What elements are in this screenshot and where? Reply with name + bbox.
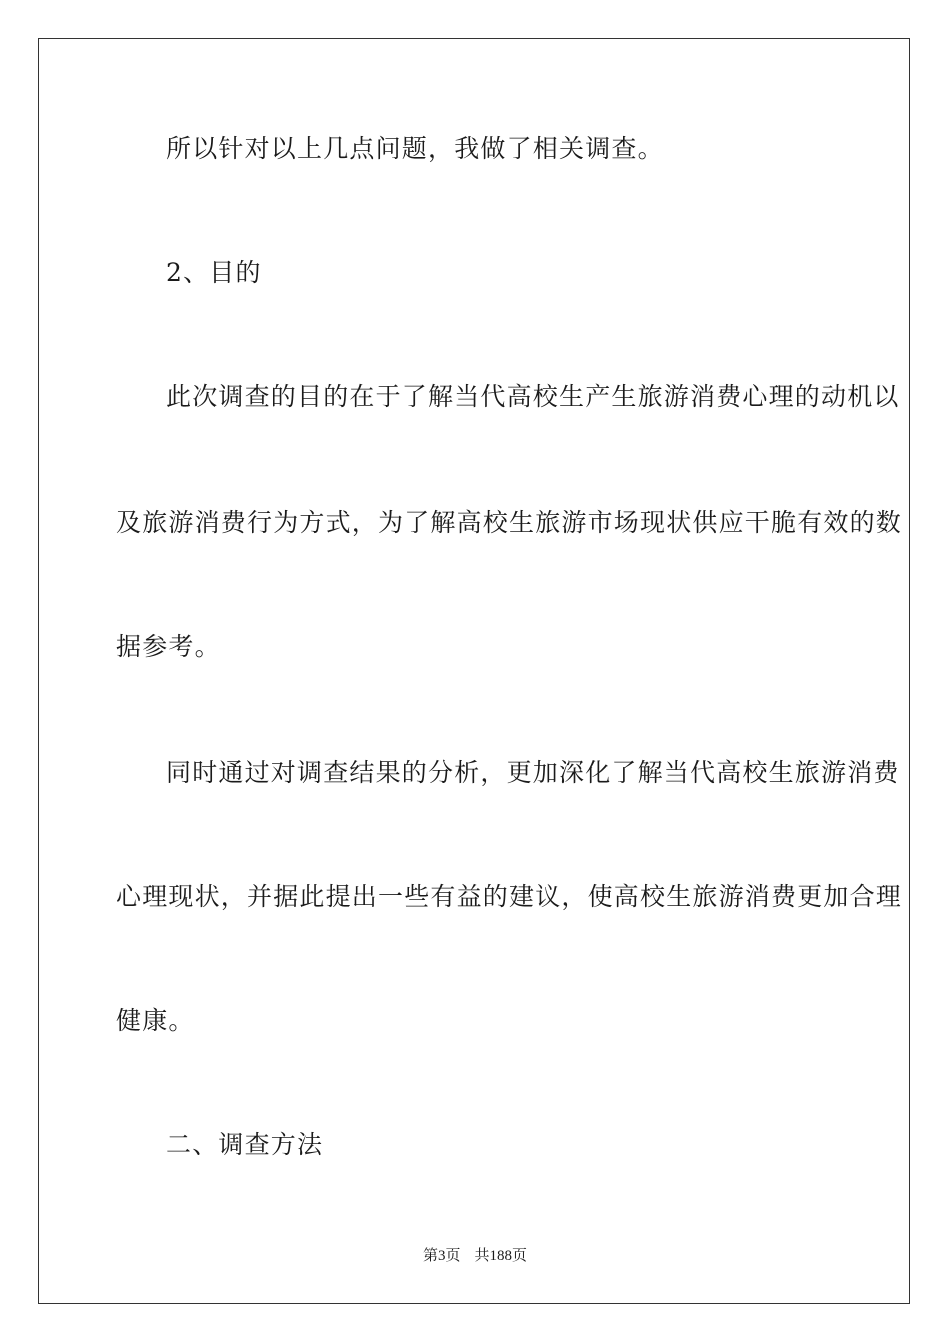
paragraph-line: 同时通过对调查结果的分析，更加深化了解当代高校生旅游消费: [166, 758, 900, 787]
page-footer: [0, 1247, 950, 1265]
paragraph-line: 及旅游消费行为方式，为了解高校生旅游市场现状供应干脆有效的数: [116, 508, 903, 537]
total-pages-label: 共188页: [474, 1248, 528, 1264]
paragraph-line: 健康。: [116, 1006, 195, 1035]
page-border: [38, 38, 910, 1304]
paragraph-line: 据参考。: [116, 632, 221, 661]
section-heading: 2、目的: [166, 258, 262, 287]
paragraph-line: 此次调查的目的在于了解当代高校生产生旅游消费心理的动机以: [166, 382, 900, 411]
paragraph-line: 心理现状，并据此提出一些有益的建议，使高校生旅游消费更加合理: [116, 882, 903, 911]
section-heading: 二、调查方法: [166, 1130, 324, 1159]
paragraph-line: 所以针对以上几点问题，我做了相关调查。: [166, 134, 664, 163]
current-page-label: 第3页: [422, 1248, 461, 1264]
